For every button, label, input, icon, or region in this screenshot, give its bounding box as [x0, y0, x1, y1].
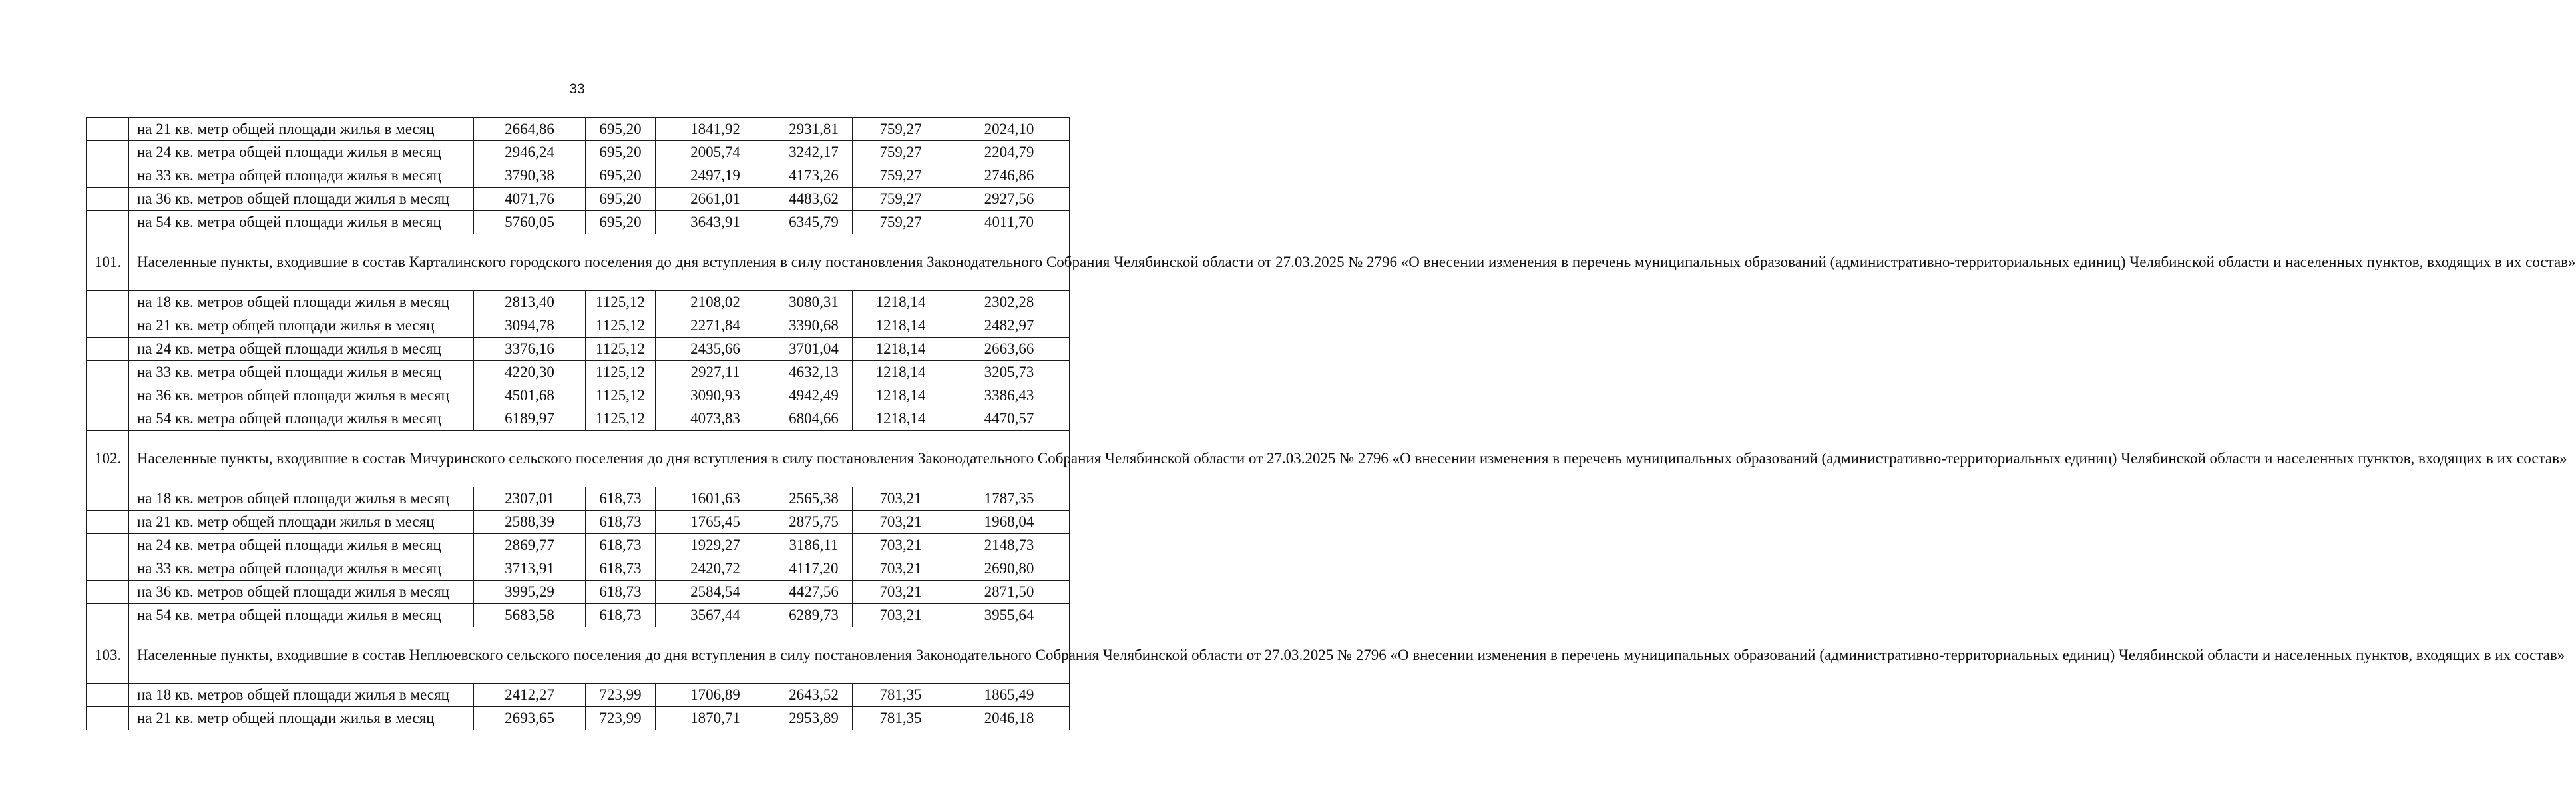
value-cell-4: 6804,66: [775, 407, 853, 431]
row-index-cell: [87, 361, 129, 384]
value-cell-2: 618,73: [586, 604, 656, 627]
value-cell-6: 1865,49: [949, 684, 1070, 707]
value-cell-2: 1125,12: [586, 291, 656, 314]
row-index-cell: [87, 291, 129, 314]
value-cell-3: 2927,11: [656, 361, 775, 384]
value-cell-4: 4942,49: [775, 384, 853, 407]
value-cell-5: 759,27: [853, 211, 949, 234]
row-label: на 21 кв. метр общей площади жилья в месяц: [129, 118, 474, 141]
table-row: [87, 361, 1070, 384]
value-cell-4: 4427,56: [775, 581, 853, 604]
value-cell-5: 759,27: [853, 118, 949, 141]
value-cell-5: 759,27: [853, 164, 949, 188]
value-cell-1: 3790,38: [474, 164, 586, 188]
value-cell-3: 1706,89: [656, 684, 775, 707]
row-label: на 54 кв. метра общей площади жилья в месяц: [129, 211, 474, 234]
value-cell-5: 781,35: [853, 707, 949, 730]
row-label: на 36 кв. метров общей площади жилья в месяц: [129, 581, 474, 604]
value-cell-1: 4220,30: [474, 361, 586, 384]
table-row: [87, 141, 1070, 164]
value-cell-2: 618,73: [586, 487, 656, 511]
value-cell-1: 4071,76: [474, 188, 586, 211]
group-description: Населенные пункты, входившие в состав Неплюевского сельского поселения до дня вступления в силу постановления Законодательного Собрания Челябинской области от 27.03.2025 № 2796 «О внесении изменения в перечень муниципальных образований (административно-территориальных единиц) Челябинской области и населенных пунктов, входящих в их состав»: [129, 627, 1070, 684]
table-row: [87, 581, 1070, 604]
value-cell-6: 2871,50: [949, 581, 1070, 604]
value-cell-6: 2690,80: [949, 557, 1070, 581]
value-cell-4: 2931,81: [775, 118, 853, 141]
table-row: [87, 314, 1070, 338]
value-cell-5: 1218,14: [853, 407, 949, 431]
row-index-cell: [87, 511, 129, 534]
row-index-cell: [87, 384, 129, 407]
value-cell-5: 1218,14: [853, 338, 949, 361]
value-cell-1: 3713,91: [474, 557, 586, 581]
value-cell-4: 6345,79: [775, 211, 853, 234]
row-label: на 33 кв. метра общей площади жилья в месяц: [129, 361, 474, 384]
row-index-cell: [87, 707, 129, 730]
table-row: [87, 338, 1070, 361]
value-cell-5: 703,21: [853, 487, 949, 511]
value-cell-4: 6289,73: [775, 604, 853, 627]
value-cell-1: 3094,78: [474, 314, 586, 338]
row-label: на 21 кв. метр общей площади жилья в месяц: [129, 511, 474, 534]
value-cell-2: 723,99: [586, 707, 656, 730]
table-row: [87, 534, 1070, 557]
value-cell-3: 3090,93: [656, 384, 775, 407]
row-index-cell: [87, 407, 129, 431]
value-cell-2: 695,20: [586, 118, 656, 141]
value-cell-1: 2588,39: [474, 511, 586, 534]
value-cell-1: 3376,16: [474, 338, 586, 361]
value-cell-3: 2108,02: [656, 291, 775, 314]
table-row: [87, 604, 1070, 627]
value-cell-6: 3386,43: [949, 384, 1070, 407]
value-cell-1: 2664,86: [474, 118, 586, 141]
row-label: на 33 кв. метра общей площади жилья в месяц: [129, 557, 474, 581]
row-index-cell: [87, 534, 129, 557]
value-cell-1: 2946,24: [474, 141, 586, 164]
value-cell-5: 1218,14: [853, 361, 949, 384]
row-label: на 54 кв. метра общей площади жилья в месяц: [129, 604, 474, 627]
group-description: Населенные пункты, входившие в состав Карталинского городского поселения до дня вступления в силу постановления Законодательного Собрания Челябинской области от 27.03.2025 № 2796 «О внесении изменения в перечень муниципальных образований (административно-территориальных единиц) Челябинской области и населенных пунктов, входящих в их состав»: [129, 234, 1070, 291]
value-cell-4: 3390,68: [775, 314, 853, 338]
value-cell-6: 1787,35: [949, 487, 1070, 511]
value-cell-2: 618,73: [586, 534, 656, 557]
value-cell-5: 703,21: [853, 557, 949, 581]
value-cell-4: 2953,89: [775, 707, 853, 730]
value-cell-3: 1841,92: [656, 118, 775, 141]
value-cell-3: 2420,72: [656, 557, 775, 581]
value-cell-2: 695,20: [586, 141, 656, 164]
table-row: [87, 118, 1070, 141]
value-cell-4: 2643,52: [775, 684, 853, 707]
group-index: 103.: [87, 627, 129, 684]
table-row: [87, 407, 1070, 431]
row-index-cell: [87, 211, 129, 234]
table-row: [87, 211, 1070, 234]
value-cell-6: 3955,64: [949, 604, 1070, 627]
value-cell-6: 2148,73: [949, 534, 1070, 557]
row-label: на 36 кв. метров общей площади жилья в месяц: [129, 384, 474, 407]
row-label: на 21 кв. метр общей площади жилья в месяц: [129, 314, 474, 338]
group-description: Населенные пункты, входившие в состав Мичуринского сельского поселения до дня вступления в силу постановления Законодательного Собрания Челябинской области от 27.03.2025 № 2796 «О внесении изменения в перечень муниципальных образований (административно-территориальных единиц) Челябинской области и населенных пунктов, входящих в их состав»: [129, 431, 1070, 487]
value-cell-2: 1125,12: [586, 407, 656, 431]
value-cell-6: 2302,28: [949, 291, 1070, 314]
value-cell-6: 1968,04: [949, 511, 1070, 534]
value-cell-6: 2204,79: [949, 141, 1070, 164]
value-cell-3: 3643,91: [656, 211, 775, 234]
value-cell-1: 2869,77: [474, 534, 586, 557]
value-cell-6: 2746,86: [949, 164, 1070, 188]
row-label: на 33 кв. метра общей площади жилья в месяц: [129, 164, 474, 188]
value-cell-6: 4470,57: [949, 407, 1070, 431]
value-cell-6: 2482,97: [949, 314, 1070, 338]
value-cell-5: 1218,14: [853, 384, 949, 407]
row-index-cell: [87, 557, 129, 581]
value-cell-4: 4632,13: [775, 361, 853, 384]
row-label: на 21 кв. метр общей площади жилья в месяц: [129, 707, 474, 730]
value-cell-5: 703,21: [853, 581, 949, 604]
value-cell-5: 1218,14: [853, 291, 949, 314]
row-label: на 24 кв. метра общей площади жилья в месяц: [129, 141, 474, 164]
row-index-cell: [87, 604, 129, 627]
table-row: [87, 188, 1070, 211]
value-cell-3: 1870,71: [656, 707, 775, 730]
value-cell-2: 1125,12: [586, 384, 656, 407]
value-cell-1: 2813,40: [474, 291, 586, 314]
value-cell-2: 618,73: [586, 511, 656, 534]
value-cell-1: 6189,97: [474, 407, 586, 431]
row-index-cell: [87, 581, 129, 604]
row-label: на 18 кв. метров общей площади жилья в месяц: [129, 487, 474, 511]
value-cell-3: 2271,84: [656, 314, 775, 338]
value-cell-6: 2046,18: [949, 707, 1070, 730]
group-index: 101.: [87, 234, 129, 291]
group-header-row: [87, 234, 1070, 291]
value-cell-5: 781,35: [853, 684, 949, 707]
table-row: [87, 511, 1070, 534]
value-cell-5: 759,27: [853, 141, 949, 164]
value-cell-1: 3995,29: [474, 581, 586, 604]
tariff-table: [86, 117, 2576, 730]
page-number: 33: [569, 81, 585, 97]
value-cell-4: 2565,38: [775, 487, 853, 511]
value-cell-2: 695,20: [586, 164, 656, 188]
row-index-cell: [87, 141, 129, 164]
row-label: на 54 кв. метра общей площади жилья в месяц: [129, 407, 474, 431]
table-body: [87, 118, 2576, 730]
value-cell-6: 2024,10: [949, 118, 1070, 141]
row-label: на 24 кв. метра общей площади жилья в месяц: [129, 338, 474, 361]
row-index-cell: [87, 188, 129, 211]
value-cell-3: 2005,74: [656, 141, 775, 164]
table-row: [87, 684, 1070, 707]
row-index-cell: [87, 338, 129, 361]
value-cell-3: 2584,54: [656, 581, 775, 604]
table-row: [87, 707, 1070, 730]
value-cell-4: 4483,62: [775, 188, 853, 211]
value-cell-5: 703,21: [853, 534, 949, 557]
row-index-cell: [87, 487, 129, 511]
row-label: на 18 кв. метров общей площади жилья в месяц: [129, 291, 474, 314]
value-cell-5: 703,21: [853, 604, 949, 627]
group-header-row: [87, 431, 1070, 487]
value-cell-2: 1125,12: [586, 361, 656, 384]
row-index-cell: [87, 684, 129, 707]
value-cell-6: 2927,56: [949, 188, 1070, 211]
row-label: на 18 кв. метров общей площади жилья в месяц: [129, 684, 474, 707]
value-cell-2: 618,73: [586, 581, 656, 604]
value-cell-1: 5683,58: [474, 604, 586, 627]
row-index-cell: [87, 118, 129, 141]
value-cell-5: 703,21: [853, 511, 949, 534]
value-cell-4: 3701,04: [775, 338, 853, 361]
value-cell-2: 618,73: [586, 557, 656, 581]
value-cell-4: 3242,17: [775, 141, 853, 164]
row-index-cell: [87, 314, 129, 338]
value-cell-3: 1765,45: [656, 511, 775, 534]
table-row: [87, 164, 1070, 188]
value-cell-2: 695,20: [586, 188, 656, 211]
value-cell-3: 1601,63: [656, 487, 775, 511]
value-cell-3: 2497,19: [656, 164, 775, 188]
value-cell-1: 2412,27: [474, 684, 586, 707]
value-cell-1: 2693,65: [474, 707, 586, 730]
row-label: на 36 кв. метров общей площади жилья в месяц: [129, 188, 474, 211]
value-cell-3: 2661,01: [656, 188, 775, 211]
table-row: [87, 384, 1070, 407]
table-row: [87, 291, 1070, 314]
value-cell-4: 3080,31: [775, 291, 853, 314]
value-cell-6: 4011,70: [949, 211, 1070, 234]
value-cell-5: 759,27: [853, 188, 949, 211]
value-cell-6: 3205,73: [949, 361, 1070, 384]
value-cell-4: 4117,20: [775, 557, 853, 581]
value-cell-1: 5760,05: [474, 211, 586, 234]
value-cell-4: 4173,26: [775, 164, 853, 188]
value-cell-2: 723,99: [586, 684, 656, 707]
value-cell-2: 695,20: [586, 211, 656, 234]
table-row: [87, 557, 1070, 581]
row-index-cell: [87, 164, 129, 188]
value-cell-3: 1929,27: [656, 534, 775, 557]
value-cell-1: 4501,68: [474, 384, 586, 407]
value-cell-4: 2875,75: [775, 511, 853, 534]
value-cell-5: 1218,14: [853, 314, 949, 338]
group-index: 102.: [87, 431, 129, 487]
value-cell-3: 3567,44: [656, 604, 775, 627]
value-cell-3: 4073,83: [656, 407, 775, 431]
value-cell-2: 1125,12: [586, 338, 656, 361]
table-row: [87, 487, 1070, 511]
group-header-row: [87, 627, 1070, 684]
value-cell-2: 1125,12: [586, 314, 656, 338]
value-cell-4: 3186,11: [775, 534, 853, 557]
value-cell-1: 2307,01: [474, 487, 586, 511]
value-cell-6: 2663,66: [949, 338, 1070, 361]
value-cell-3: 2435,66: [656, 338, 775, 361]
row-label: на 24 кв. метра общей площади жилья в месяц: [129, 534, 474, 557]
